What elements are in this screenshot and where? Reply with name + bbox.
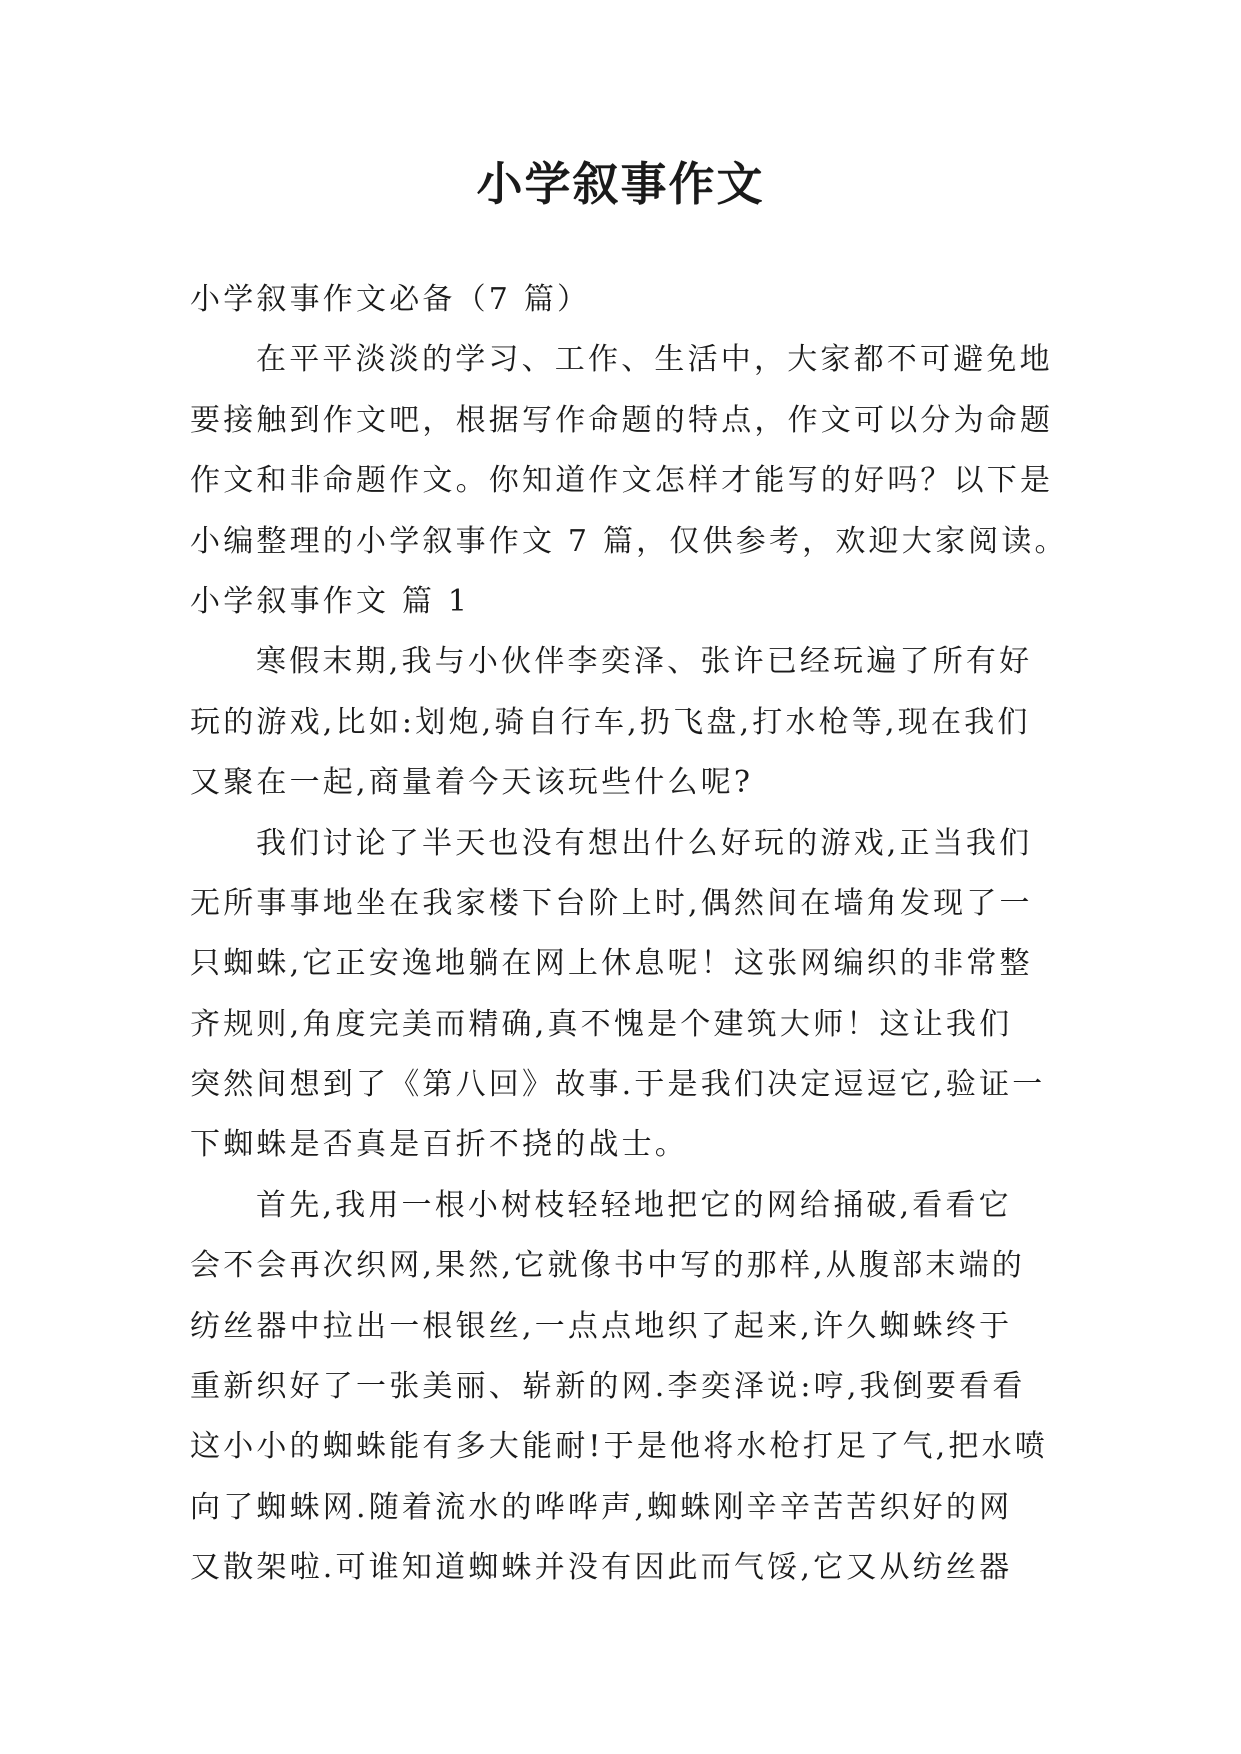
text-line: 又散架啦.可谁知道蜘蛛并没有因此而气馁,它又从纺丝器: [190, 1550, 1013, 1586]
text-line: 小编整理的小学叙事作文 7 篇，仅供参考，欢迎大家阅读。: [190, 523, 1068, 559]
text-line: 无所事事地坐在我家楼下台阶上时,偶然间在墙角发现了一: [190, 885, 1033, 921]
text-line: 只蜘蛛,它正安逸地躺在网上休息呢！这张网编织的非常整: [190, 946, 1033, 982]
paragraph-3: [190, 1176, 1050, 1599]
text-line: 会不会再次织网,果然,它就像书中写的那样,从腹部末端的: [190, 1248, 1026, 1284]
text-line: 玩的游戏,比如:划炮,骑自行车,扔飞盘,打水枪等,现在我们: [190, 704, 1031, 740]
text-line: 这小小的蜘蛛能有多大能耐!于是他将水枪打足了气,把水喷: [190, 1429, 1048, 1465]
paragraph-2: [190, 814, 1050, 1176]
text-line: 突然间想到了《第八回》故事.于是我们决定逗逗它,验证一: [190, 1067, 1046, 1103]
text-line: 下蜘蛛是否真是百折不挠的战士。: [190, 1127, 688, 1163]
section-heading: 小学叙事作文 篇 1: [190, 583, 471, 619]
text-line: 我们讨论了半天也没有想出什么好玩的游戏,正当我们: [256, 825, 1033, 861]
paragraph-1: [190, 632, 1050, 813]
document-subtitle: 小学叙事作文必备（7 篇）: [190, 282, 591, 317]
document-body: [190, 270, 1068, 1599]
text-line: 向了蜘蛛网.随着流水的哗哗声,蜘蛛刚辛辛苦苦织好的网: [190, 1489, 1013, 1525]
text-line: 又聚在一起,商量着今天该玩些什么呢?: [190, 765, 754, 801]
text-line: 齐规则,角度完美而精确,真不愧是个建筑大师！这让我们: [190, 1006, 1013, 1042]
text-line: 首先,我用一根小树枝轻轻地把它的网给捅破,看看它: [256, 1187, 1012, 1223]
intro-paragraph: [190, 330, 1068, 572]
text-line: 作文和非命题作文。你知道作文怎样才能写的好吗？以下是: [190, 463, 1054, 499]
text-line: 重新织好了一张美丽、崭新的网.李奕泽说:哼,我倒要看看: [190, 1369, 1026, 1405]
text-line: 寒假末期,我与小伙伴李奕泽、张许已经玩遍了所有好: [256, 644, 1033, 680]
text-line: 纺丝器中拉出一根银丝,一点点地织了起来,许久蜘蛛终于: [190, 1308, 1013, 1344]
text-line: 在平平淡淡的学习、工作、生活中，大家都不可避免地: [256, 342, 1053, 378]
text-line: 要接触到作文吧，根据写作命题的特点，作文可以分为命题: [190, 402, 1054, 438]
document-title: 小学叙事作文: [476, 157, 765, 211]
